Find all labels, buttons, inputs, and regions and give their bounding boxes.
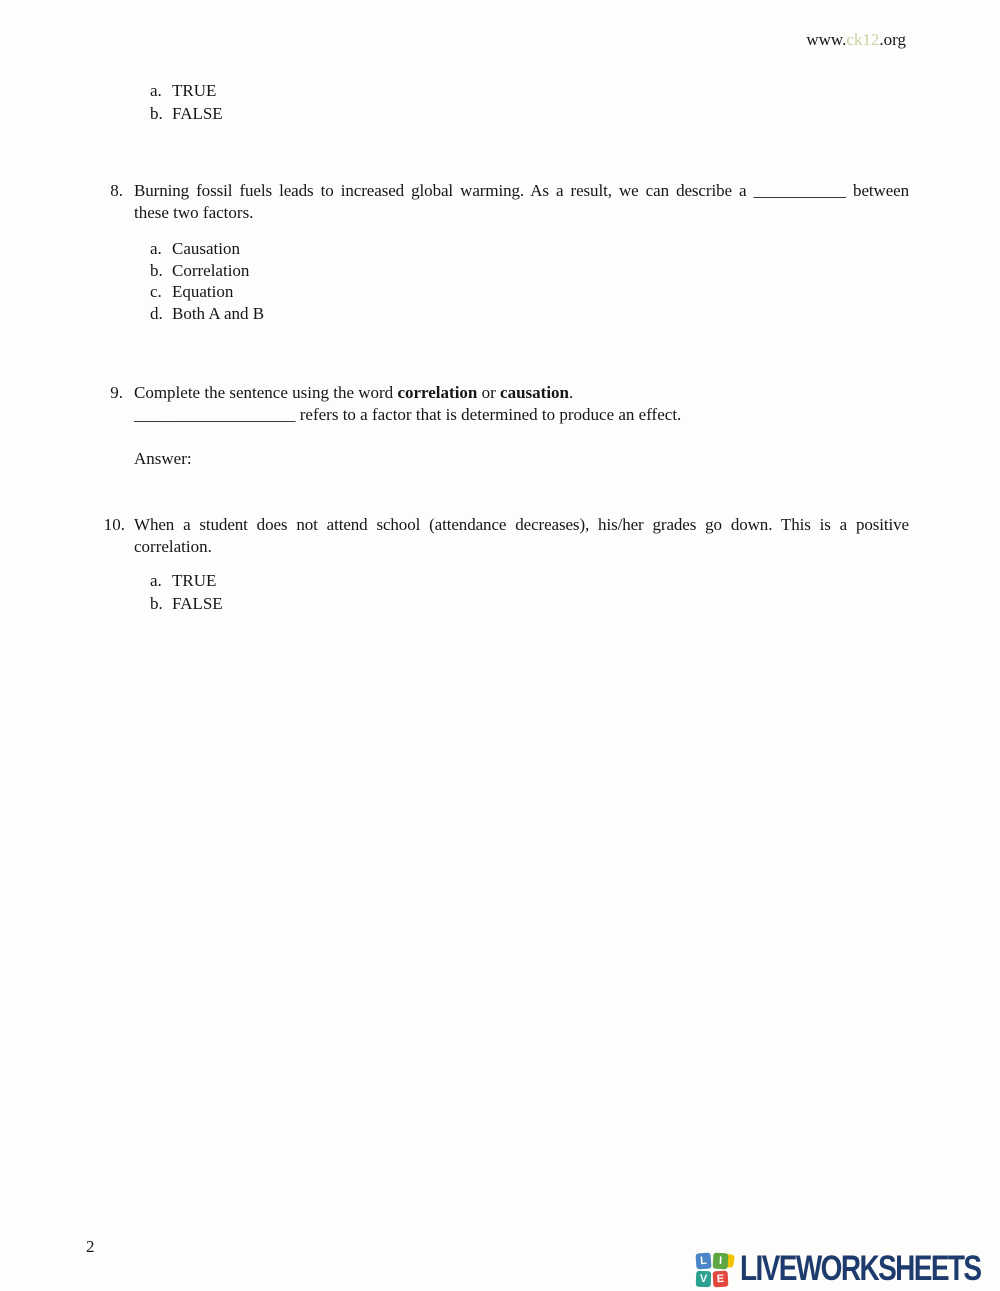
question-text-line <box>134 382 909 404</box>
option-text: TRUE <box>172 571 217 590</box>
question-text: . <box>569 383 574 402</box>
question-number: 10. <box>103 515 125 534</box>
question-10 <box>95 514 909 558</box>
question-number: 9. <box>110 383 123 402</box>
option-label: b. <box>150 593 163 613</box>
question10-options <box>150 570 223 615</box>
option-text: Causation <box>172 239 240 258</box>
option-text: FALSE <box>172 593 223 613</box>
option-text: Equation <box>172 282 234 302</box>
liveworksheets-logo <box>696 1249 981 1291</box>
question-9 <box>95 382 909 470</box>
option-label: a. <box>150 571 162 590</box>
logo-tile-i: I <box>713 1253 729 1270</box>
option-text: TRUE <box>172 81 217 100</box>
logo-wordmark: LIVEWORKSHEETS <box>740 1249 981 1288</box>
option-text: Both A and B <box>172 304 265 324</box>
keyword-correlation: correlation <box>397 383 478 402</box>
header-url-suffix: .org <box>879 30 906 49</box>
blank-line: ___________________ <box>134 405 296 424</box>
logo-tile-l: L <box>695 1252 711 1269</box>
keyword-causation: causation <box>500 383 570 402</box>
option-label: a. <box>150 81 162 100</box>
option-label: a. <box>150 239 162 258</box>
logo-tile-e: E <box>713 1271 729 1288</box>
question-text: Complete the sentence using the word <box>134 383 398 402</box>
option-row <box>150 103 223 126</box>
option-row <box>150 260 264 282</box>
header-url-prefix: www. <box>806 30 847 49</box>
question7-options <box>150 80 223 125</box>
question-text-line: Burning fossil fuels leads to increased global warming. As a result, we can describe a ___________ between <box>134 181 909 200</box>
option-label: c. <box>150 282 162 302</box>
page-number: 2 <box>86 1237 95 1256</box>
option-row <box>150 281 264 303</box>
question-text-line <box>134 404 909 426</box>
option-row <box>150 238 264 260</box>
question-number: 8. <box>110 181 123 200</box>
option-row <box>150 593 223 616</box>
answer-label: Answer: <box>134 449 192 468</box>
option-label: b. <box>150 103 163 123</box>
logo-tile-v: V <box>696 1271 712 1288</box>
option-row <box>150 80 223 103</box>
option-label: d. <box>150 304 163 324</box>
question-8 <box>95 180 909 224</box>
question-text: refers to a factor that is determined to produce an effect. <box>295 405 682 424</box>
question-text-line: correlation. <box>134 537 212 556</box>
question-text-line: these two factors. <box>134 203 254 222</box>
header-url <box>806 30 906 50</box>
option-row <box>150 303 264 325</box>
option-row <box>150 570 223 593</box>
question8-options <box>150 238 264 325</box>
question-text: or <box>477 383 501 402</box>
option-label: b. <box>150 260 163 280</box>
liveworksheets-icon <box>696 1253 730 1288</box>
header-url-brand: ck12 <box>846 30 880 49</box>
option-text: Correlation <box>172 260 250 280</box>
option-text: FALSE <box>172 103 223 123</box>
question-text-line: When a student does not attend school (attendance decreases), his/her grades go down. This is a positive <box>134 515 909 534</box>
